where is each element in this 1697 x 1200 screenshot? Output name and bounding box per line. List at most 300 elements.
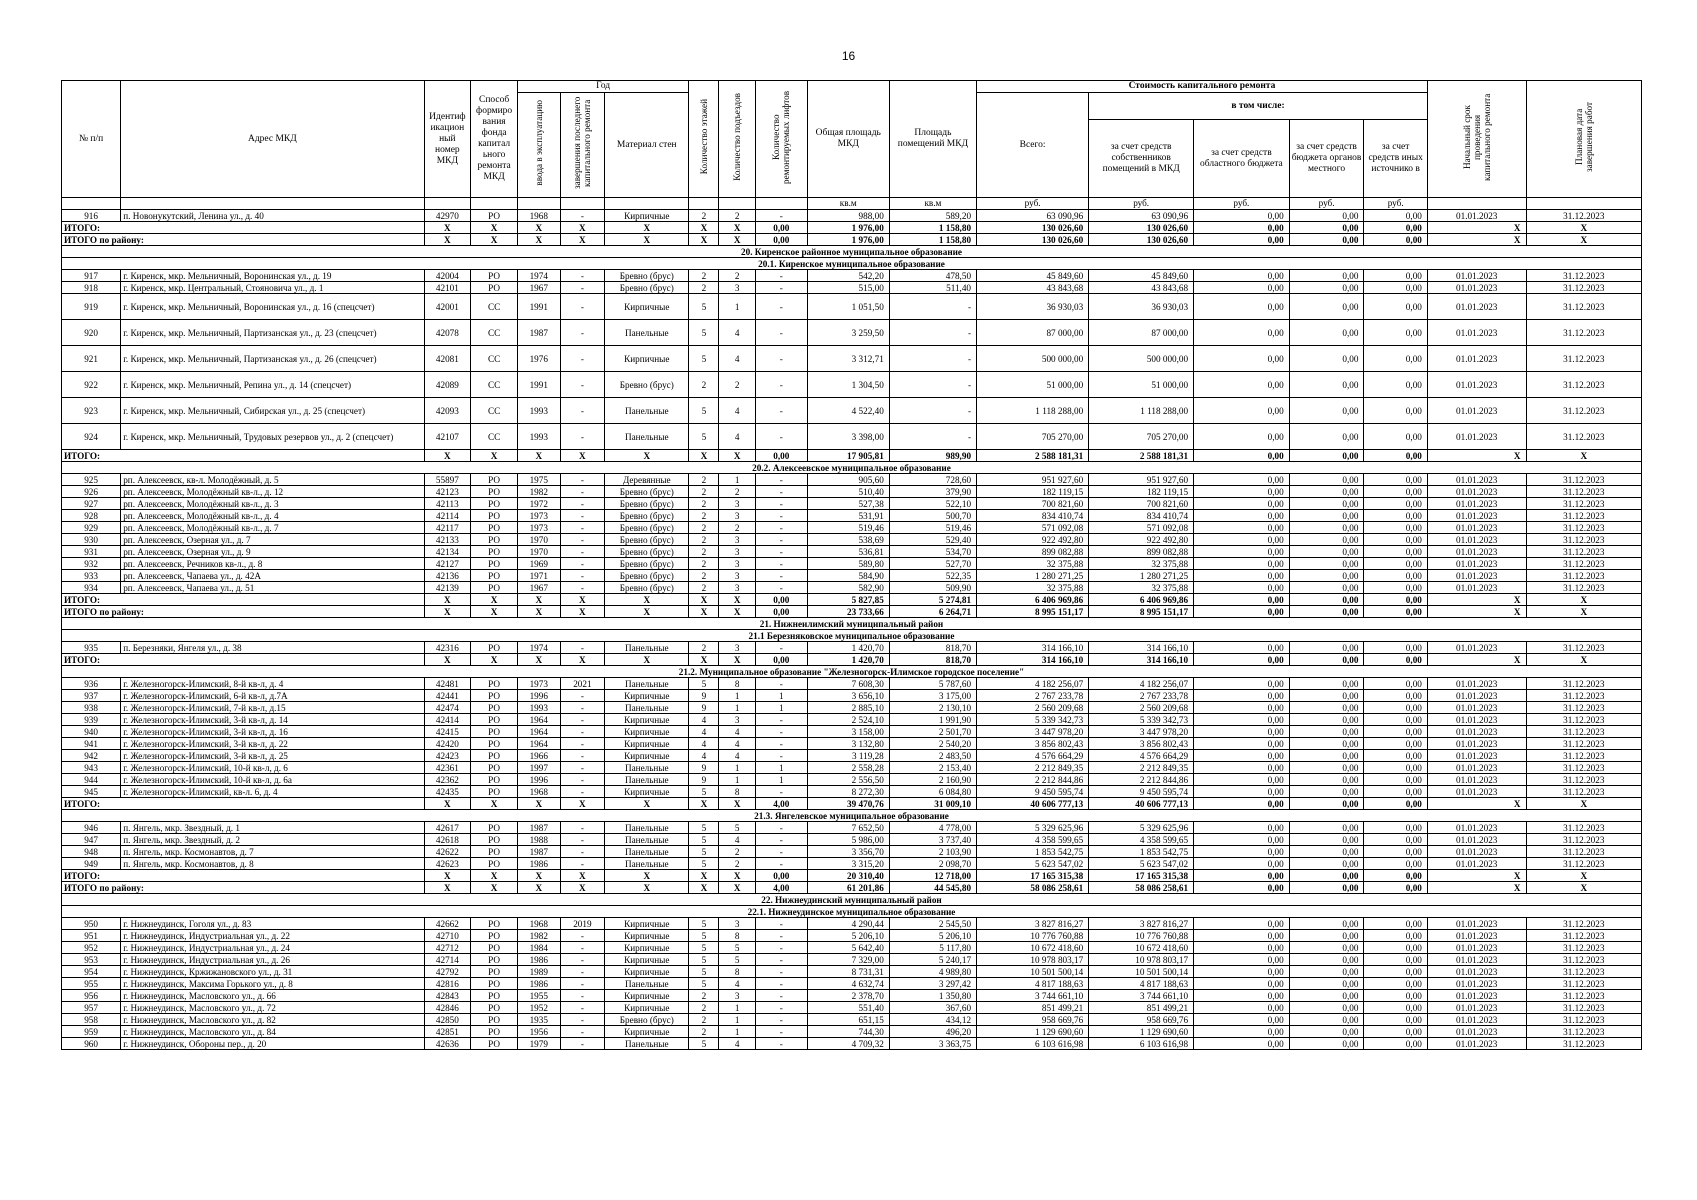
table-cell: 01.01.2023 bbox=[1427, 990, 1526, 1002]
table-cell: 31.12.2023 bbox=[1526, 1014, 1641, 1026]
table-cell: 31.12.2023 bbox=[1526, 582, 1641, 594]
table-cell: 1966 bbox=[517, 750, 560, 762]
table-cell: 0,00 bbox=[1289, 642, 1364, 654]
total-cell: 6 264,71 bbox=[889, 606, 976, 618]
table-cell: 0,00 bbox=[1364, 822, 1427, 834]
table-cell: 4 576 664,29 bbox=[977, 750, 1089, 762]
total-cell: 0,00 bbox=[755, 594, 807, 606]
section-header-row bbox=[62, 618, 1642, 630]
total-cell: X bbox=[1427, 450, 1526, 462]
table-cell: 0,00 bbox=[1364, 346, 1427, 372]
table-cell: 1974 bbox=[517, 642, 560, 654]
total-cell: X bbox=[689, 882, 719, 894]
table-cell: 3 bbox=[719, 582, 755, 594]
table-cell: 2021 bbox=[560, 678, 605, 690]
table-cell: 834 410,74 bbox=[1089, 510, 1194, 522]
table-cell: - bbox=[755, 570, 807, 582]
total-cell: X bbox=[424, 606, 471, 618]
table-cell: Бревно (брус) bbox=[605, 282, 689, 294]
table-cell: РО bbox=[471, 534, 518, 546]
table-row bbox=[62, 498, 1642, 510]
table-cell: - bbox=[755, 642, 807, 654]
table-cell: РО bbox=[471, 1002, 518, 1014]
table-cell: 5 206,10 bbox=[807, 930, 889, 942]
table-cell: Панельные bbox=[605, 702, 689, 714]
table-cell: 0,00 bbox=[1194, 282, 1290, 294]
table-cell: - bbox=[560, 346, 605, 372]
table-cell: 1976 bbox=[517, 346, 560, 372]
table-cell: 0,00 bbox=[1289, 714, 1364, 726]
row-address: г. Железногорск-Илимский, 3-й кв-л, д. 22 bbox=[121, 738, 424, 750]
table-cell: - bbox=[560, 320, 605, 346]
table-cell: Бревно (брус) bbox=[605, 546, 689, 558]
table-cell: РО bbox=[471, 786, 518, 798]
table-cell: - bbox=[560, 1002, 605, 1014]
table-row bbox=[62, 270, 1642, 282]
table-cell: 0,00 bbox=[1194, 210, 1290, 222]
table-cell: 3 363,75 bbox=[889, 1038, 976, 1050]
row-address: п. Янгель, мкр. Звездный, д. 2 bbox=[121, 834, 424, 846]
table-cell: 651,15 bbox=[807, 1014, 889, 1026]
table-cell: 42123 bbox=[424, 486, 471, 498]
row-address: рп. Алексеевск, кв-л. Молодёжный, д. 5 bbox=[121, 474, 424, 486]
page-number: 16 bbox=[841, 49, 856, 63]
total-cell: X bbox=[1427, 234, 1526, 246]
table-cell: 5 bbox=[689, 320, 719, 346]
table-cell: 0,00 bbox=[1364, 978, 1427, 990]
table-cell: Бревно (брус) bbox=[605, 498, 689, 510]
table-cell: 0,00 bbox=[1289, 294, 1364, 320]
table-cell: 4 bbox=[689, 738, 719, 750]
table-cell: 0,00 bbox=[1364, 320, 1427, 346]
table-cell: 0,00 bbox=[1194, 346, 1290, 372]
table-cell: 571 092,08 bbox=[1089, 522, 1194, 534]
table-cell: 42617 bbox=[424, 822, 471, 834]
table-cell: - bbox=[560, 398, 605, 424]
table-cell: - bbox=[560, 954, 605, 966]
table-cell: 31.12.2023 bbox=[1526, 846, 1641, 858]
table-cell: 0,00 bbox=[1194, 1002, 1290, 1014]
table-cell: Кирпичные bbox=[605, 786, 689, 798]
header-year-group: Год bbox=[517, 81, 688, 93]
table-cell: 42101 bbox=[424, 282, 471, 294]
table-cell: 2 767 233,78 bbox=[1089, 690, 1194, 702]
row-address: г. Железногорск-Илимский, 3-й кв-л, д. 25 bbox=[121, 750, 424, 762]
total-cell: 0,00 bbox=[1289, 234, 1364, 246]
row-address: рп. Алексеевск, Молодёжный кв-л., д. 12 bbox=[121, 486, 424, 498]
total-cell: X bbox=[424, 450, 471, 462]
table-cell: - bbox=[755, 1026, 807, 1038]
table-row bbox=[62, 1014, 1642, 1026]
header-units-row bbox=[62, 198, 1642, 210]
total-cell: X bbox=[517, 870, 560, 882]
table-cell: Панельные bbox=[605, 678, 689, 690]
table-row bbox=[62, 918, 1642, 930]
table-cell: РО bbox=[471, 834, 518, 846]
table-cell: СС bbox=[471, 320, 518, 346]
table-cell: 3 158,00 bbox=[807, 726, 889, 738]
table-cell: 01.01.2023 bbox=[1427, 702, 1526, 714]
total-label: ИТОГО по району: bbox=[62, 234, 425, 246]
table-cell: 1969 bbox=[517, 558, 560, 570]
table-row bbox=[62, 546, 1642, 558]
row-address: г. Нижнеудинск, Масловского ул., д. 82 bbox=[121, 1014, 424, 1026]
section-title: 20.1. Киренское муниципальное образование bbox=[62, 258, 1642, 270]
table-cell: 551,40 bbox=[807, 1002, 889, 1014]
table-cell: Кирпичные bbox=[605, 714, 689, 726]
table-cell: 0,00 bbox=[1364, 678, 1427, 690]
table-cell: 0,00 bbox=[1364, 270, 1427, 282]
table-cell: 5 bbox=[689, 942, 719, 954]
table-cell: 9 450 595,74 bbox=[1089, 786, 1194, 798]
table-cell: 2 212 844,86 bbox=[1089, 774, 1194, 786]
table-cell: 42139 bbox=[424, 582, 471, 594]
table-cell: РО bbox=[471, 966, 518, 978]
total-cell: X bbox=[1526, 882, 1641, 894]
table-cell: 0,00 bbox=[1289, 858, 1364, 870]
table-cell: 3 737,40 bbox=[889, 834, 976, 846]
total-row bbox=[62, 870, 1642, 882]
table-cell: 1955 bbox=[517, 990, 560, 1002]
table-cell: 3 119,28 bbox=[807, 750, 889, 762]
table-cell: 2 bbox=[689, 546, 719, 558]
table-cell: РО bbox=[471, 486, 518, 498]
table-cell: 3 259,50 bbox=[807, 320, 889, 346]
table-cell: 3 447 978,20 bbox=[977, 726, 1089, 738]
header-including: в том числе: bbox=[1089, 93, 1428, 120]
table-cell: 0,00 bbox=[1364, 534, 1427, 546]
table-cell: 0,00 bbox=[1364, 930, 1427, 942]
header-start-date: Начальный срок проведения капитального ремонта bbox=[1427, 81, 1526, 198]
table-cell: 1 bbox=[755, 702, 807, 714]
header-local: за счет средств бюджета органов местного bbox=[1289, 120, 1364, 198]
table-cell: 5 329 625,96 bbox=[977, 822, 1089, 834]
row-address: г. Киренск, мкр. Мельничный, Репина ул., д. 14 (спецсчет) bbox=[121, 372, 424, 398]
table-row bbox=[62, 582, 1642, 594]
table-cell: 5 bbox=[689, 1038, 719, 1050]
table-cell: 31.12.2023 bbox=[1526, 714, 1641, 726]
table-cell: 1974 bbox=[517, 270, 560, 282]
table-cell: Бревно (брус) bbox=[605, 522, 689, 534]
table-cell: 31.12.2023 bbox=[1526, 822, 1641, 834]
table-row bbox=[62, 474, 1642, 486]
table-cell: 6 103 616,98 bbox=[1089, 1038, 1194, 1050]
table-cell: 2 378,70 bbox=[807, 990, 889, 1002]
table-cell: 4 bbox=[719, 726, 755, 738]
table-cell: СС bbox=[471, 372, 518, 398]
table-cell: 3 132,80 bbox=[807, 738, 889, 750]
table-cell: 01.01.2023 bbox=[1427, 372, 1526, 398]
table-cell: 31.12.2023 bbox=[1526, 546, 1641, 558]
table-cell: 5 bbox=[689, 918, 719, 930]
table-cell: 42133 bbox=[424, 534, 471, 546]
table-cell: 5 bbox=[689, 834, 719, 846]
table-cell: 1 bbox=[755, 762, 807, 774]
table-cell: 0,00 bbox=[1364, 846, 1427, 858]
table-cell: 0,00 bbox=[1364, 582, 1427, 594]
table-cell: 0,00 bbox=[1194, 702, 1290, 714]
table-cell: 1956 bbox=[517, 1026, 560, 1038]
total-cell: 8 995 151,17 bbox=[977, 606, 1089, 618]
table-cell: 0,00 bbox=[1289, 282, 1364, 294]
table-cell: 1 051,50 bbox=[807, 294, 889, 320]
table-cell: 1 bbox=[719, 774, 755, 786]
table-cell: 0,00 bbox=[1289, 690, 1364, 702]
table-cell: 527,70 bbox=[889, 558, 976, 570]
total-cell: 0,00 bbox=[1194, 798, 1290, 810]
table-cell: Кирпичные bbox=[605, 954, 689, 966]
table-cell: - bbox=[560, 510, 605, 522]
table-cell: - bbox=[560, 570, 605, 582]
section-title: 20.2. Алексеевское муниципальное образование bbox=[62, 462, 1642, 474]
table-cell: 1 bbox=[719, 1026, 755, 1038]
table-cell: 0,00 bbox=[1289, 570, 1364, 582]
row-address: г. Железногорск-Илимский, 8-й кв-л, д. 4 bbox=[121, 678, 424, 690]
table-cell: 51 000,00 bbox=[1089, 372, 1194, 398]
table-cell: 589,80 bbox=[807, 558, 889, 570]
table-cell: 2 bbox=[689, 1002, 719, 1014]
table-cell: 42361 bbox=[424, 762, 471, 774]
table-cell: 42843 bbox=[424, 990, 471, 1002]
table-cell: 36 930,03 bbox=[1089, 294, 1194, 320]
table-cell: 43 843,68 bbox=[977, 282, 1089, 294]
row-number: 919 bbox=[62, 294, 121, 320]
total-cell: X bbox=[1427, 798, 1526, 810]
table-cell: 0,00 bbox=[1289, 738, 1364, 750]
table-cell: 01.01.2023 bbox=[1427, 570, 1526, 582]
table-cell: 0,00 bbox=[1194, 534, 1290, 546]
total-cell: 17 165 315,38 bbox=[1089, 870, 1194, 882]
table-cell: РО bbox=[471, 474, 518, 486]
table-cell: 4 709,32 bbox=[807, 1038, 889, 1050]
table-cell: 42481 bbox=[424, 678, 471, 690]
table-cell: 01.01.2023 bbox=[1427, 978, 1526, 990]
total-cell: 0,00 bbox=[1194, 450, 1290, 462]
row-address: г. Нижнеудинск, Масловского ул., д. 72 bbox=[121, 1002, 424, 1014]
table-cell: 3 398,00 bbox=[807, 424, 889, 450]
table-cell: СС bbox=[471, 424, 518, 450]
table-cell: 500 000,00 bbox=[1089, 346, 1194, 372]
table-cell: 01.01.2023 bbox=[1427, 1038, 1526, 1050]
total-label: ИТОГО: bbox=[62, 870, 425, 882]
table-cell: 01.01.2023 bbox=[1427, 714, 1526, 726]
total-cell: X bbox=[1427, 222, 1526, 234]
table-cell: Панельные bbox=[605, 398, 689, 424]
unit-rub: руб. bbox=[1089, 198, 1194, 210]
total-cell: X bbox=[1427, 594, 1526, 606]
table-cell: РО bbox=[471, 846, 518, 858]
row-address: рп. Алексеевск, Речников кв-л., д. 8 bbox=[121, 558, 424, 570]
table-cell: 0,00 bbox=[1289, 474, 1364, 486]
table-cell: 0,00 bbox=[1364, 702, 1427, 714]
table-row bbox=[62, 954, 1642, 966]
table-cell: 1 bbox=[719, 1014, 755, 1026]
total-cell: 0,00 bbox=[1289, 882, 1364, 894]
header-lifts: Количество ремонтируемых лифтов bbox=[755, 81, 807, 198]
table-cell: 500,70 bbox=[889, 510, 976, 522]
table-cell: 42816 bbox=[424, 978, 471, 990]
table-cell: 851 499,21 bbox=[1089, 1002, 1194, 1014]
table-cell: 0,00 bbox=[1194, 978, 1290, 990]
table-cell: 0,00 bbox=[1289, 582, 1364, 594]
row-address: г. Киренск, мкр. Центральный, Стояновича ул., д. 1 bbox=[121, 282, 424, 294]
table-cell: 87 000,00 bbox=[977, 320, 1089, 346]
section-header-row bbox=[62, 630, 1642, 642]
table-cell: 2 524,10 bbox=[807, 714, 889, 726]
section-header-row bbox=[62, 906, 1642, 918]
table-cell: 744,30 bbox=[807, 1026, 889, 1038]
table-cell: 0,00 bbox=[1289, 726, 1364, 738]
table-cell: 36 930,03 bbox=[977, 294, 1089, 320]
table-cell: - bbox=[560, 990, 605, 1002]
table-cell: 818,70 bbox=[889, 642, 976, 654]
table-cell: 31.12.2023 bbox=[1526, 930, 1641, 942]
table-cell: РО bbox=[471, 510, 518, 522]
table-cell: 31.12.2023 bbox=[1526, 954, 1641, 966]
table-cell: 0,00 bbox=[1364, 1002, 1427, 1014]
table-cell: 434,12 bbox=[889, 1014, 976, 1026]
row-number: 955 bbox=[62, 978, 121, 990]
section-title: 21.3. Янгелевское муниципальное образование bbox=[62, 810, 1642, 822]
table-cell: 2 bbox=[689, 270, 719, 282]
total-cell: X bbox=[560, 654, 605, 666]
row-number: 949 bbox=[62, 858, 121, 870]
table-cell: 0,00 bbox=[1194, 642, 1290, 654]
table-cell: 0,00 bbox=[1364, 474, 1427, 486]
table-cell: 0,00 bbox=[1289, 558, 1364, 570]
table-cell: 1964 bbox=[517, 714, 560, 726]
table-cell: 542,20 bbox=[807, 270, 889, 282]
total-cell: X bbox=[517, 234, 560, 246]
table-cell: Панельные bbox=[605, 858, 689, 870]
table-cell: 529,40 bbox=[889, 534, 976, 546]
table-cell: 0,00 bbox=[1364, 762, 1427, 774]
table-row bbox=[62, 822, 1642, 834]
table-cell: 2 098,70 bbox=[889, 858, 976, 870]
table-cell: РО bbox=[471, 774, 518, 786]
table-row bbox=[62, 966, 1642, 978]
table-cell: - bbox=[755, 822, 807, 834]
table-row bbox=[62, 762, 1642, 774]
table-cell: - bbox=[755, 726, 807, 738]
table-cell: 0,00 bbox=[1194, 990, 1290, 1002]
row-number: 935 bbox=[62, 642, 121, 654]
table-cell: 10 978 803,17 bbox=[977, 954, 1089, 966]
table-cell: РО bbox=[471, 642, 518, 654]
row-number: 933 bbox=[62, 570, 121, 582]
table-cell: 42415 bbox=[424, 726, 471, 738]
header-floors: Количество этажей bbox=[689, 81, 719, 198]
table-cell: - bbox=[560, 702, 605, 714]
total-cell: 0,00 bbox=[1289, 798, 1364, 810]
table-cell: 478,50 bbox=[889, 270, 976, 282]
header-cost-group: Стоимость капитального ремонта bbox=[977, 81, 1428, 93]
table-cell: 1987 bbox=[517, 320, 560, 346]
total-cell: 40 606 777,13 bbox=[977, 798, 1089, 810]
table-row bbox=[62, 990, 1642, 1002]
table-cell: 0,00 bbox=[1364, 990, 1427, 1002]
table-cell: - bbox=[560, 822, 605, 834]
table-cell: 0,00 bbox=[1194, 1026, 1290, 1038]
table-cell: 9 bbox=[689, 690, 719, 702]
table-cell: 7 652,50 bbox=[807, 822, 889, 834]
total-cell: X bbox=[605, 882, 689, 894]
table-cell: - bbox=[560, 942, 605, 954]
table-cell: 0,00 bbox=[1364, 750, 1427, 762]
table-cell: 63 090,96 bbox=[1089, 210, 1194, 222]
table-cell: - bbox=[755, 510, 807, 522]
table-cell: 367,60 bbox=[889, 1002, 976, 1014]
unit-rub: руб. bbox=[977, 198, 1089, 210]
row-number: 931 bbox=[62, 546, 121, 558]
row-address: рп. Алексеевск, Молодёжный кв-л., д. 7 bbox=[121, 522, 424, 534]
total-row bbox=[62, 450, 1642, 462]
table-cell: 3 bbox=[719, 990, 755, 1002]
table-cell: - bbox=[755, 346, 807, 372]
table-cell: 5 642,40 bbox=[807, 942, 889, 954]
table-cell: 2 bbox=[719, 270, 755, 282]
table-cell: 31.12.2023 bbox=[1526, 978, 1641, 990]
total-cell: X bbox=[517, 798, 560, 810]
table-cell: 0,00 bbox=[1364, 858, 1427, 870]
table-cell: РО bbox=[471, 546, 518, 558]
table-cell: 3 744 661,10 bbox=[977, 990, 1089, 1002]
table-cell: 2 bbox=[689, 498, 719, 510]
row-address: г. Железногорск-Илимский, 10-й кв-л, д. 6 bbox=[121, 762, 424, 774]
table-cell: РО bbox=[471, 1038, 518, 1050]
total-cell: X bbox=[560, 234, 605, 246]
table-cell: 31.12.2023 bbox=[1526, 1038, 1641, 1050]
table-cell: 3 bbox=[719, 282, 755, 294]
table-cell: РО bbox=[471, 750, 518, 762]
table-cell: 0,00 bbox=[1364, 954, 1427, 966]
total-cell: 0,00 bbox=[755, 606, 807, 618]
table-cell: - bbox=[560, 930, 605, 942]
header-total-area: Общая площадь МКД bbox=[807, 81, 889, 198]
table-cell: 2 160,90 bbox=[889, 774, 976, 786]
table-cell: 42623 bbox=[424, 858, 471, 870]
table-cell: 1993 bbox=[517, 702, 560, 714]
header-id: Идентиф икацион ный номер МКД bbox=[424, 81, 471, 198]
table-cell: 31.12.2023 bbox=[1526, 398, 1641, 424]
table-cell: 922 492,80 bbox=[977, 534, 1089, 546]
table-cell: 42435 bbox=[424, 786, 471, 798]
table-cell: - bbox=[560, 582, 605, 594]
table-cell: - bbox=[560, 270, 605, 282]
table-cell: 31.12.2023 bbox=[1526, 498, 1641, 510]
total-cell: 17 165 315,38 bbox=[977, 870, 1089, 882]
table-cell: РО bbox=[471, 930, 518, 942]
table-cell: 2 212 849,35 bbox=[1089, 762, 1194, 774]
table-cell: 45 849,60 bbox=[977, 270, 1089, 282]
table-cell: 958 669,76 bbox=[1089, 1014, 1194, 1026]
table-cell: Кирпичные bbox=[605, 942, 689, 954]
table-row bbox=[62, 346, 1642, 372]
total-cell: 0,00 bbox=[1194, 234, 1290, 246]
table-cell: - bbox=[560, 786, 605, 798]
table-cell: - bbox=[560, 1014, 605, 1026]
table-cell: - bbox=[560, 546, 605, 558]
table-cell: 5 329 625,96 bbox=[1089, 822, 1194, 834]
total-cell: 0,00 bbox=[1289, 870, 1364, 882]
table-cell: - bbox=[755, 678, 807, 690]
table-cell: 01.01.2023 bbox=[1427, 424, 1526, 450]
table-cell: РО bbox=[471, 282, 518, 294]
total-cell: X bbox=[605, 654, 689, 666]
table-cell: 10 501 500,14 bbox=[977, 966, 1089, 978]
table-cell: Бревно (брус) bbox=[605, 372, 689, 398]
table-cell: Панельные bbox=[605, 834, 689, 846]
